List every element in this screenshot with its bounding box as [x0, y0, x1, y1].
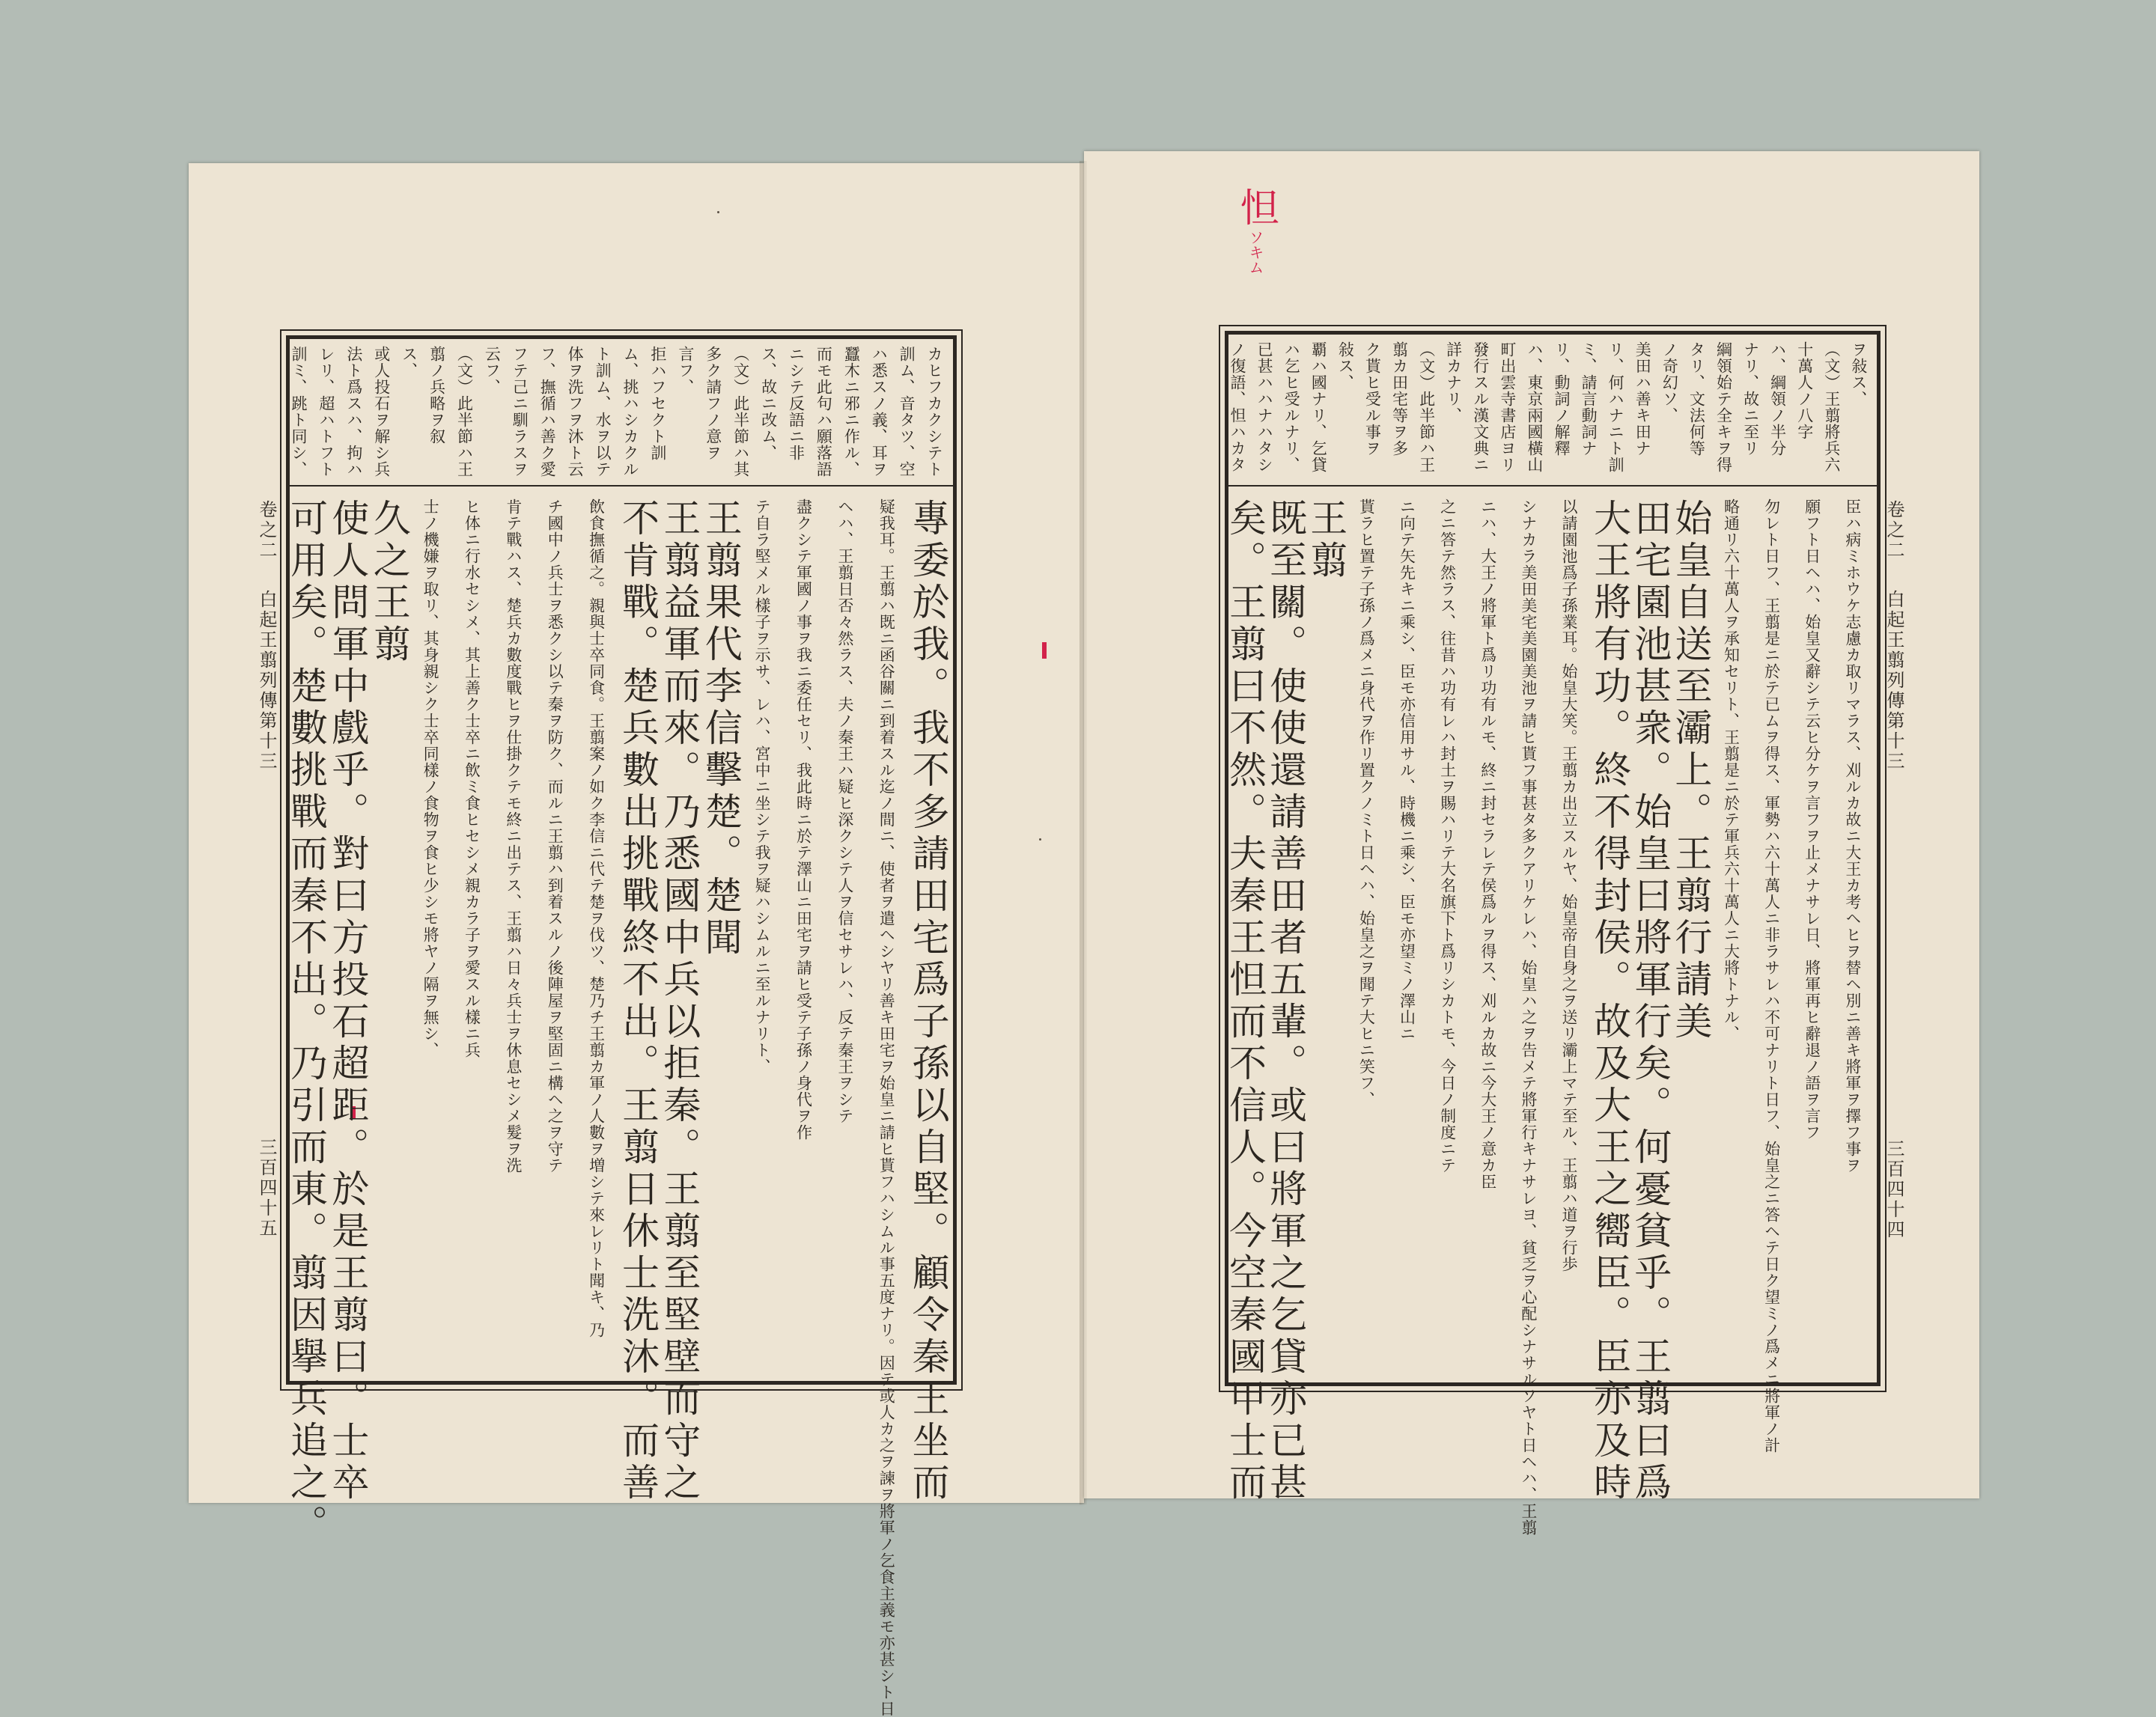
annotation-line: 拒ハフセクト訓: [648, 346, 667, 461]
commentary-line: ニハ、大王ノ將軍ト爲リ功有ルモ、終ニ封セラレテ侯爲ルヲ得ス、刈ルカ故ニ今大王ノ意カ臣: [1479, 498, 1497, 1190]
commentary-line: ヘハ、王翦日否々然ラス、夫ノ秦王ハ疑ヒ深クシテ人ヲ信セサレハ、反テ秦王ヲシテ: [835, 498, 854, 1124]
annotation-line: 云フ、: [483, 346, 502, 395]
commentary-line: 疑我耳。王翦ハ既ニ函谷關ニ到着スル迄ノ間ニ、使者ヲ遣ヘシヤリ善キ田宅ヲ始皇ニ請ヒ貰フハシムル事五度ナリ。因テ或人カ之ヲ諫ヲ將軍ノ乞食主義モ亦甚シト日: [877, 498, 896, 1717]
annotation-line: リ、何ハナニト訓: [1607, 341, 1625, 473]
annotation-line: タリ、文法何等: [1687, 341, 1706, 457]
annotation-line: ム、挑ハシカクル: [621, 346, 639, 478]
annotation-line: ハ乞ヒ受ルナリ、: [1282, 341, 1301, 473]
annotation-line: 法ト爲スハ、拘ハ: [344, 346, 363, 478]
page-number: 三百四十五: [256, 1138, 277, 1239]
classical-text-line: 使人問軍中戲乎。對曰方投石超距。於是王翦曰。士卒: [326, 498, 370, 1504]
commentary-line: 臣ハ病ミホウケ志慮カ取リマラス、刈ルカ故ニ大王カ考ヘヒヲ替ヘ別ニ善キ將軍ヲ擇フ事ヲ: [1843, 498, 1862, 1174]
annotation-line: （文）王翦將兵六: [1822, 341, 1841, 473]
annotation-line: カヒフカクシテト: [925, 346, 944, 478]
annotation-line: 翦カ田宅等ヲ多: [1390, 341, 1409, 457]
annotation-line: 多ク請フノ意ヲ: [704, 346, 722, 461]
classical-text-line: 專委於我。我不多請田宅爲子孫以自堅。顧令秦王坐而: [906, 498, 950, 1504]
commentary-line: 飲食撫循之。親與士卒同食。王翦案ノ如ク李信ニ代テ楚ヲ伐ツ、楚乃チ王翦カ軍ノ人數ヲ増シテ來レリト聞キ、乃: [587, 498, 606, 1338]
commentary-line: ニ向テ矢先キニ乘シ、臣モ亦信用サル、時機ニ乘シ、臣モ亦望ミノ澤山ニ: [1398, 498, 1416, 1042]
commentary-line: 士ノ機嫌ヲ取リ、其身親シク士卒同樣ノ食物ヲ食ヒ少シモ將ヤノ隔ヲ無シ、: [421, 498, 440, 1058]
classical-text-line: 王翦: [1304, 498, 1348, 582]
annotation-line: 町出雲寺書店ヨリ: [1498, 341, 1517, 473]
annotation-line: ハ悉スノ義、耳ヲ: [870, 346, 889, 478]
commentary-line: テ自ラ堅メル樣子ヲ示サ、レハ、宮中ニ坐シテ我ヲ疑ハシムルニ至ルナリト、: [753, 498, 772, 1075]
annotation-line: （文）此半節ハ其: [731, 346, 750, 478]
annotation-line: 敍ス、: [1336, 341, 1355, 391]
annotation-line: ノ奇幻ソ、: [1660, 341, 1679, 424]
annotation-line: ニシテ反語ニ非: [787, 346, 806, 461]
classical-text-line: 矣。王翦曰不然。夫秦王怛而不信人。今空秦國甲士而: [1223, 498, 1267, 1504]
annotation-line: リ、動詞ノ解釋: [1553, 341, 1571, 457]
notes-divider: [286, 485, 957, 487]
classical-text-line: 王翦果代李信擊楚。楚聞: [698, 498, 743, 960]
right_page-text-frame: [1223, 331, 1881, 1536]
classical-text-line: 大王將有功。終不得封侯。故及大王之嚮臣。臣亦及時: [1588, 498, 1632, 1504]
red-ink-stamp: [1228, 187, 1284, 275]
annotation-line: 十萬人ノ八字: [1795, 341, 1814, 440]
classical-text-line: 王翦益軍而來。乃悉國中兵以拒秦。王翦至堅壁而守之: [657, 498, 701, 1504]
classical-text-line: 既至關。使使還請善田者五輩。或曰將軍之乞貸亦已甚: [1264, 498, 1308, 1504]
chapter-title: 白起王翦列傳第十三: [256, 590, 277, 772]
commentary-line: 勿レト日フ、王翦是ニ於テ已ムヲ得ス、軍勢ハ六十萬人ニ非ラサレハ不可ナリト日フ、始皇之ニ答ヘテ日ク望ミノ爲メニ將軍ノ計: [1762, 498, 1781, 1454]
classical-text-line: 久之王翦: [367, 498, 411, 666]
annotation-line: ミ、請言動詞ナ: [1580, 341, 1598, 457]
volume-label: 卷之二: [256, 500, 277, 561]
annotation-line: 已甚ハハナハタシ: [1255, 341, 1274, 473]
annotation-line: レリ、超ハトフト: [317, 346, 335, 478]
page-number: 三百四十四: [1884, 1139, 1904, 1240]
annotation-line: ク貰ヒ受ル事ヲ: [1363, 341, 1382, 457]
commentary-line: ヒ体ニ行水セシメ、其上善ク士卒ニ飲ミ食ヒセシメ親カラ子ヲ愛スル樣ニ兵: [463, 498, 481, 1058]
annotation-line: フテ己ニ馴ラスヲ: [511, 346, 529, 478]
commentary-line: 盡クシテ軍國ノ事ヲ我ニ委任セリ、我此時ニ於テ澤山ニ田宅ヲ請ヒ受テ子孫ノ身代ヲ作: [794, 498, 813, 1141]
annotation-line: 訓ミ、跳ト同シ、: [290, 346, 308, 478]
commentary-line: チ國中ノ兵士ヲ悉クシ以テ秦ヲ防ク、而ルニ王翦ハ到着スルノ後陣屋ヲ堅固ニ構ヘ之ヲ守テ: [546, 498, 564, 1174]
commentary-line: 略通リ六十萬人ヲ承知セリト、王翦是ニ於テ軍兵六十萬人ニ大將トナル、: [1722, 498, 1741, 1042]
classical-text-line: 不肯戰。楚兵數出挑戰終不出。王翦日休士洗沐。而善: [616, 498, 660, 1504]
annotation-line: 詳カナリ、: [1444, 341, 1463, 424]
chapter-title: 白起王翦列傳第十三: [1884, 590, 1904, 772]
annotation-line: 而モ此句ハ願落語: [814, 346, 833, 478]
book-spine: [1079, 161, 1087, 1504]
annotation-line: ハ、綱領ノ半分: [1768, 341, 1787, 457]
stamp-reading: ソキム: [1246, 230, 1264, 275]
annotation-line: 美田ハ善キ田ナ: [1633, 341, 1652, 457]
annotation-line: 訓ム、音タツ、空: [898, 346, 916, 478]
annotation-line: 蠶木ニ邪ニ作ル、: [842, 346, 861, 478]
margin-dot: [1039, 838, 1041, 841]
annotation-line: 發行スル漢文典ニ: [1471, 341, 1490, 473]
annotation-line: ノ復語、怛ハカタ: [1228, 341, 1246, 473]
annotation-line: ナリ、故ニ至リ: [1741, 341, 1760, 457]
annotation-line: （文）此半節ハ王: [455, 346, 474, 478]
annotation-line: ヲ敍ス、: [1849, 341, 1868, 407]
annotation-line: ト訓ム、水ヲ以テ: [594, 346, 612, 478]
classical-text-line: 田宅園池甚衆。始皇曰將軍行矣。何憂貧乎。王翦曰爲: [1628, 498, 1672, 1504]
commentary-line: 以請園池爲子孫業耳。始皇大笑。王翦カ出立スルヤ、始皇帝自身之ヲ送リ灞上マテ至ル、王翦ハ道ヲ行歩: [1560, 498, 1578, 1272]
red-ink-mark: [1042, 642, 1047, 659]
notes-divider: [1225, 485, 1881, 487]
commentary-line: 貰ラヒ置テ子孫ノ爲メニ身代ヲ作リ置クノミト日ヘハ、始皇之ヲ聞テ大ヒニ笑フ、: [1357, 498, 1376, 1108]
volume-label: 卷之二: [1884, 500, 1904, 561]
stamp-character: 怛: [1233, 187, 1278, 226]
annotation-line: 綱領始テ全キヲ得: [1714, 341, 1733, 473]
margin-dot: [717, 211, 719, 213]
annotation-line: 或人投石ヲ解シ兵: [372, 346, 391, 478]
annotation-line: フ、撫循ハ善ク愛: [538, 346, 557, 478]
classical-text-line: 可用矣。楚數挑戰而秦不出。乃引而東。翦因擧兵追之。: [284, 498, 328, 1546]
commentary-line: 願フト日ヘハ、始皇又辭シテ云ヒ分ケヲ言フヲ止メナサレ日、將軍再ヒ辭退ノ語ヲ言フ: [1803, 498, 1821, 1141]
annotation-line: （文）此半節ハ王: [1417, 341, 1436, 473]
annotation-line: ス、: [400, 346, 418, 379]
annotation-line: ハ、東京兩國橫山: [1525, 341, 1544, 473]
commentary-line: シナカラ美田美宅美園美池ヲ請ヒ貰フ事甚タ多クアリケレハ、始皇ハ之ヲ告メテ將軍行キナサレヨ、貧乏ヲ心配シナサルソヤト日ヘハ、王翦: [1519, 498, 1538, 1536]
commentary-line: 肯テ戰ハス、楚兵カ數度戰ヒヲ仕掛クテモ終ニ出テス、王翦ハ日々兵士ヲ休息セシメ髮ヲ洗: [504, 498, 523, 1174]
commentary-line: 之ニ答テ然ラス、往昔ハ功有レハ封土ヲ賜ハリテ大名旗下ト爲リシカトモ、今日ノ制度ニテ: [1438, 498, 1457, 1174]
annotation-line: 翦ノ兵略ヲ叙: [427, 346, 446, 445]
annotation-line: ス、故ニ改ム、: [759, 346, 778, 461]
annotation-line: 覇ハ國ナリ、乞貸: [1309, 341, 1328, 473]
classical-text-line: 始皇自送至灞上。王翦行請美: [1669, 498, 1713, 1043]
annotation-line: 言フ、: [676, 346, 695, 395]
annotation-line: 体ヲ洗フヲ沐ト云: [566, 346, 585, 478]
